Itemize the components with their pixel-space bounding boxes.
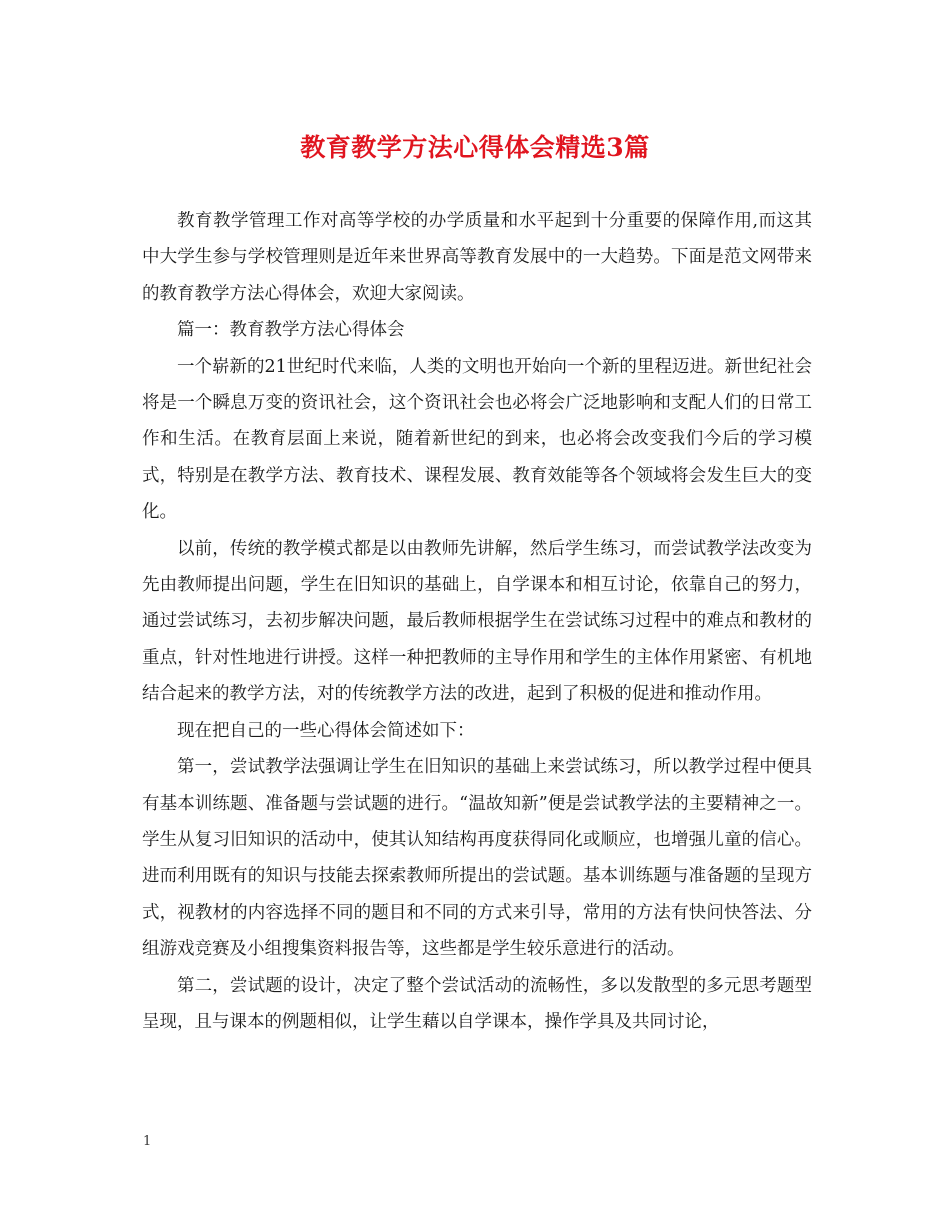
body-paragraph: 一个崭新的21世纪时代来临，人类的文明也开始向一个新的里程迈进。新世纪社会将是一个瞬息万变的资讯社会，这个资讯社会也必将会广泛地影响和支配人们的日常工作和生活。在教育层面上来说，随着新世纪的到来，也必将会改变我们今后的学习模式，特别是在教学方法、教育技术、课程发展、教育效能等各个领域将会发生巨大的变化。 [142,356,812,523]
body-paragraph: 以前，传统的教学模式都是以由教师先讲解，然后学生练习，而尝试教学法改变为先由教师提出问题，学生在旧知识的基础上，自学课本和相互讨论，依靠自己的努力，通过尝试练习，去初步解决问题，最后教师根据学生在尝试练习过程中的难点和教材的重点，针对性地进行讲授。这样一种把教师的主导作用和学生的主体作用紧密、有机地结合起来的教学方法，对的传统教学方法的改进，起到了积极的促进和推动作用。 [142,538,812,705]
body-paragraph: 现在把自己的一些心得体会简述如下： [177,720,475,741]
section-heading: 篇一：教育教学方法心得体会 [177,320,405,341]
body-paragraph: 第一，尝试教学法强调让学生在旧知识的基础上来尝试练习，所以教学过程中便具有基本训练题、准备题与尝试题的进行。“温故知新”便是尝试教学法的主要精神之一。学生从复习旧知识的活动中，使其认知结构再度获得同化或顺应，也增强儿童的信心。进而利用既有的知识与技能去探索教师所提出的尝试题。基本训练题与准备题的呈现方式，视教材的内容选择不同的题目和不同的方式来引导，常用的方法有快问快答法、分组游戏竞赛及小组搜集资料报告等，这些都是学生较乐意进行的活动。 [142,757,812,960]
document-body [142,203,812,1040]
body-paragraph: 第二，尝试题的设计，决定了整个尝试活动的流畅性，多以发散型的多元思考题型呈现，且与课本的例题相似，让学生藉以自学课本，操作学具及共同讨论， [142,975,812,1032]
document-title: 教育教学方法心得体会精选3篇 [300,133,650,162]
page-number: 1 [143,1134,152,1149]
intro-paragraph: 教育教学管理工作对高等学校的办学质量和水平起到十分重要的保障作用,而这其中大学生参与学校管理则是近年来世界高等教育发展中的一大趋势。下面是范文网带来的教育教学方法心得体会，欢迎大家阅读。 [142,211,812,304]
